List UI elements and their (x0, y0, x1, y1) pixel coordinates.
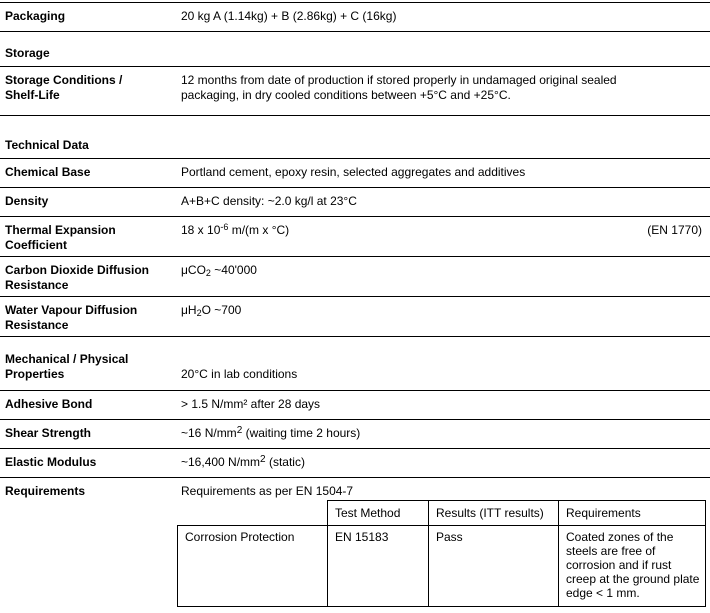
elastic-value-note: (static) (265, 455, 305, 469)
thermal-value-exponent: -6 (220, 222, 229, 232)
row-density (0, 188, 710, 217)
chemical-base-label: Chemical Base (5, 165, 91, 179)
requirements-value-area (177, 484, 710, 607)
packaging-value: 20 kg A (1.14kg) + B (2.86kg) + C (16kg) (181, 9, 397, 23)
row-packaging (0, 2, 710, 32)
shear-strength-value (177, 426, 710, 441)
row-shear-strength (0, 420, 710, 449)
section-heading-technical-data: Technical Data (0, 138, 710, 159)
table-header-test-method: Test Method (328, 501, 429, 526)
mechanical-heading-label (0, 352, 177, 382)
co2-subscript: 2 (205, 268, 211, 278)
h2o-amount: O ~700 (201, 303, 242, 317)
density-value: A+B+C density: ~2.0 kg/l at 23°C (181, 194, 357, 208)
elastic-value-base: ~16,400 N/mm (181, 455, 261, 469)
storage-conditions-value: 12 months from date of production if stored properly in undamaged original sealed packaging, in dry cooled conditions between +5°C and +25°C. (181, 73, 617, 102)
thermal-expansion-label (0, 223, 177, 253)
water-vapour-label-line2: Resistance (5, 318, 69, 332)
thermal-expansion-formula (181, 223, 289, 253)
row-storage-conditions (0, 67, 710, 116)
co2-diffusion-label-line1: Carbon Dioxide Diffusion (5, 263, 149, 277)
shear-value-base: ~16 N/mm (181, 426, 237, 440)
elastic-value-superscript: 2 (260, 454, 266, 465)
row-water-vapour-diffusion (0, 297, 710, 337)
thermal-value-unit: m/(m x °C) (228, 223, 290, 237)
mechanical-heading-line1: Mechanical / Physical (5, 352, 129, 366)
water-vapour-label-line1: Water Vapour Diffusion (5, 303, 138, 317)
co2-symbol: μCO (181, 263, 206, 277)
table-row-corrosion-protection (178, 526, 706, 607)
mechanical-conditions-value: 20°C in lab conditions (181, 367, 298, 381)
h2o-subscript: 2 (196, 308, 202, 318)
table-header-results: Results (ITT results) (429, 501, 559, 526)
row-elastic-modulus (0, 449, 710, 478)
thermal-value-base: 18 x 10 (181, 223, 221, 237)
water-vapour-label (0, 303, 177, 333)
packaging-label: Packaging (5, 9, 66, 23)
thermal-expansion-label-line2: Coefficient (5, 238, 68, 252)
co2-diffusion-label-line2: Resistance (5, 278, 69, 292)
h2o-symbol: μH (181, 303, 197, 317)
table-header-row (178, 501, 706, 526)
storage-conditions-label (0, 73, 177, 103)
cell-requirement: Coated zones of the steels are free of corrosion and if rust creep at the ground plate edge < 1 mm. (559, 526, 706, 607)
thermal-standard-ref: (EN 1770) (647, 223, 702, 237)
requirements-value: Requirements as per EN 1504-7 (181, 484, 354, 498)
thermal-expansion-value (177, 223, 710, 253)
density-label: Density (5, 194, 49, 208)
requirements-label: Requirements (5, 484, 86, 498)
cell-result: Pass (429, 526, 559, 607)
adhesive-bond-value: > 1.5 N/mm² after 28 days (181, 397, 321, 411)
storage-conditions-label-line1: Storage Conditions / (5, 73, 123, 87)
cell-test-method: EN 15183 (328, 526, 429, 607)
section-heading-storage: Storage (0, 46, 710, 67)
section-heading-mechanical-physical (0, 352, 710, 391)
mechanical-heading-line2: Properties (5, 367, 65, 381)
water-vapour-value (177, 303, 710, 333)
elastic-modulus-label: Elastic Modulus (5, 455, 97, 469)
row-adhesive-bond (0, 391, 710, 420)
storage-conditions-label-line2: Shelf-Life (5, 88, 60, 102)
shear-value-note: (waiting time 2 hours) (242, 426, 361, 440)
cell-property: Corrosion Protection (178, 526, 328, 607)
chemical-base-value: Portland cement, epoxy resin, selected aggregates and additives (181, 165, 526, 179)
row-requirements (0, 478, 710, 607)
itt-results-table (177, 500, 706, 607)
thermal-expansion-label-line1: Thermal Expansion (5, 223, 116, 237)
row-chemical-base (0, 159, 710, 188)
table-header-blank-cell (178, 501, 328, 526)
co2-diffusion-value (177, 263, 710, 293)
adhesive-bond-label: Adhesive Bond (5, 397, 93, 411)
shear-value-superscript: 2 (236, 425, 243, 436)
co2-amount: ~40'000 (210, 263, 257, 277)
shear-strength-label: Shear Strength (5, 426, 92, 440)
table-header-requirements: Requirements (559, 501, 706, 526)
row-thermal-expansion (0, 217, 710, 257)
row-co2-diffusion (0, 257, 710, 297)
elastic-modulus-value (177, 455, 710, 470)
co2-diffusion-label (0, 263, 177, 293)
